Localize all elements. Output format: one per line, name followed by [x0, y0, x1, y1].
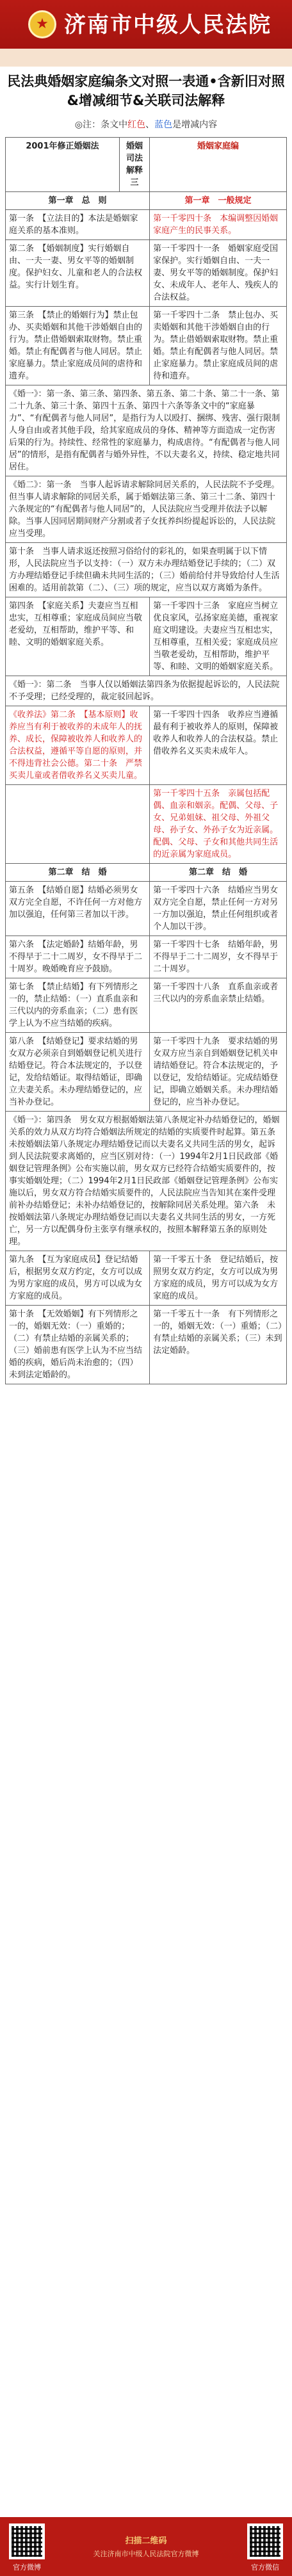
interpretation-row	[6, 1112, 287, 1251]
old-article: 第二条 【婚姻制度】实行婚姻自由、一夫一妻、男女平等的婚姻制度。保护妇女、儿童和老人的合法权益。实行计划生育。	[6, 240, 150, 307]
old-article: 第八条 【结婚登记】要求结婚的男女双方必须亲自到婚姻登记机关进行结婚登记。符合本法规定的，予以登记，发给结婚证。取得结婚证，即确立夫妻关系。未办理结婚登记的，应当补办登记。	[6, 1033, 150, 1112]
new-article: 第一千零四十四条 收养应当遵循最有利于被收养人的原则，保障被收养人和收养人的合法权益。禁止借收养名义买卖未成年人。	[150, 706, 287, 785]
new-article: 第一千零四十条 本编调整因婚姻家庭产生的民事关系。	[150, 210, 287, 240]
old-article: 《收养法》第二条 【基本原则】收养应当有利于被收养的未成年人的抚养、成长，保障被收养人和收养人的合法权益，遵循平等自愿的原则，并不得违背社会公德。第二十条 严禁买卖儿童或者借收养名义买卖儿童。	[6, 706, 150, 785]
wechat-qr-code[interactable]	[247, 2523, 283, 2559]
weibo-qr-code[interactable]	[9, 2523, 45, 2559]
chapter-new: 第一章 一般规定	[150, 192, 287, 210]
wechat-label: 官方微信	[251, 2563, 279, 2572]
old-article: 第十条 【无效婚姻】有下列情形之一的，婚姻无效：（一）重婚的；（二）有禁止结婚的亲属关系的；（三）婚前患有医学上认为不应当结婚的疾病，婚后尚未治愈的；（四）未到法定婚龄的。	[6, 1306, 150, 1384]
new-article: 第一千零四十六条 结婚应当男女双方完全自愿，禁止任何一方对另一方加以强迫，禁止任何组织或者个人加以干涉。	[150, 882, 287, 936]
court-emblem-icon: ★	[28, 10, 56, 38]
new-article: 第一千零五十一条 有下列情形之一的，婚姻无效：（一）重婚；（二）有禁止结婚的亲属关系；（三）未到法定婚龄。	[150, 1306, 287, 1384]
chapter-old: 第二章 结 婚	[6, 864, 150, 882]
interpretation-text: 第十条 当事人请求返还按照习俗给付的彩礼的，如果查明属于以下情形，人民法院应当予以支持：（一）双方未办理结婚登记手续的；（二）双方办理结婚登记手续但确未共同生活的；（三）婚前给付并导致给付人生活困难的。适用前款第（二）、（三）项的规定，应当以双方离婚为条件。	[6, 543, 287, 597]
chapter-row	[6, 864, 287, 882]
table-row	[6, 1251, 287, 1306]
legend-blue: 蓝色	[154, 120, 173, 130]
table-row	[6, 597, 287, 676]
interpretation-text: 《婚一》：第四条 男女双方根据婚姻法第八条规定补办结婚登记的，婚姻关系的效力从双方均符合婚姻法所规定的结婚的实质要件时起算。第五条 未按婚姻法第八条规定办理结婚登记而以夫妻名义共同生活的男女，起诉到人民法院要求离婚的，应当区别对待：（一）1994年2月1日民政部《婚姻登记管理条例》公布实施以前，男女双方已经符合结婚实质要件的，按事实婚姻处理；（二）1994年2月1日民政部《婚姻登记管理条例》公布实施以后，男女双方符合结婚实质要件的，人民法院应当告知其在案件受理前补办结婚登记；未补办结婚登记的，按解除同居关系处理。第六条 未按婚姻法第八条规定办理结婚登记而以夫妻名义共同生活的男女，一方死亡，另一方以配偶身份主张享有继承权的，按照本解释第五条的原则处理。	[6, 1112, 287, 1251]
interpretation-text: 《婚一》：第二条 当事人仅以婚姻法第四条为依据提起诉讼的，人民法院不予受理；已经受理的，裁定驳回起诉。	[6, 676, 287, 706]
legend-suffix: 是增减内容	[172, 120, 218, 130]
table-row	[6, 307, 287, 385]
interpretation-text: 《婚一》：第一条、第三条、第四条、第五条、第二十条、第二十一条、第二十九条、第三十条、第四十五条、第四十六条等条文中的“家庭暴力”、“有配偶者与他人同居”，是指行为人以殴打、捆绑、残害、强行限制人身自由或者其他手段，给其家庭成员的身体、精神等方面造成一定伤害后果的行为。持续性、经常性的家庭暴力，构成虐待。“有配偶者与他人同居”的情形，是指有配偶者与婚外异性，不以夫妻名义，持续、稳定地共同居住。	[6, 385, 287, 476]
header-new-code: 婚姻家庭编	[150, 138, 287, 192]
weibo-label: 官方微博	[13, 2563, 41, 2572]
table-row	[6, 210, 287, 240]
table-row	[6, 240, 287, 307]
interpretation-row	[6, 476, 287, 543]
old-article	[6, 785, 150, 864]
old-article: 第九条 【互为家庭成员】登记结婚后，根据男女双方约定，女方可以成为男方家庭的成员，男方可以成为女方家庭的成员。	[6, 1251, 150, 1306]
header-interpretation: 婚姻司法解释三	[119, 138, 149, 192]
chapter-new: 第二章 结 婚	[150, 864, 287, 882]
interpretation-row	[6, 543, 287, 597]
table-row	[6, 1033, 287, 1112]
banner-strip	[0, 49, 292, 67]
new-article: 第一千零四十二条 禁止包办、买卖婚姻和其他干涉婚姻自由的行为。禁止借婚姻索取财物。禁止重婚。禁止有配偶者与他人同居。禁止家庭暴力。禁止家庭成员间的虐待和遗弃。	[150, 307, 287, 385]
table-row	[6, 785, 287, 864]
table-row	[6, 1306, 287, 1384]
new-article: 第一千零四十五条 亲属包括配偶、血亲和姻亲。配偶、父母、子女、兄弟姐妹、祖父母、外祖父母、孙子女、外孙子女为近亲属。配偶、父母、子女和其他共同生活的近亲属为家庭成员。	[150, 785, 287, 864]
old-article: 第一条 【立法目的】本法是婚姻家庭关系的基本准则。	[6, 210, 150, 240]
old-article: 第三条 【禁止的婚姻行为】禁止包办、买卖婚姻和其他干涉婚姻自由的行为。禁止借婚姻索取财物。禁止重婚。禁止有配偶者与他人同居。禁止家庭暴力。禁止家庭成员间的虐待和遗弃。	[6, 307, 150, 385]
table-row	[6, 706, 287, 785]
header-old-law: 2001年修正婚姻法	[6, 138, 120, 192]
color-legend-note	[0, 118, 292, 131]
new-article: 第一千零四十九条 要求结婚的男女双方应当亲自到婚姻登记机关申请结婚登记。符合本法规定的，予以登记，发给结婚证。完成结婚登记，即确立婚姻关系。未办理结婚登记的，应当补办登记。	[150, 1033, 287, 1112]
document-title: 民法典婚姻家庭编条文对照一表通•含新旧对照&增减细节&关联司法解释	[7, 74, 285, 108]
old-article: 第七条 【禁止结婚】有下列情形之一的，禁止结婚：（一）直系血亲和三代以内的旁系血亲；（二）患有医学上认为不应当结婚的疾病。	[6, 978, 150, 1033]
old-article: 第四条 【家庭关系】夫妻应当互相忠实，互相尊重；家庭成员间应当敬老爱幼，互相帮助，维护平等、和睦、文明的婚姻家庭关系。	[6, 597, 150, 676]
table-header-row	[6, 138, 287, 192]
interpretation-row	[6, 385, 287, 476]
footer-center	[77, 2534, 215, 2559]
old-article: 第六条 【法定婚龄】结婚年龄，男不得早于二十二周岁，女不得早于二十周岁。晚婚晚育应予鼓励。	[6, 936, 150, 978]
comparison-table	[5, 137, 287, 1384]
old-article: 第五条 【结婚自愿】结婚必须男女双方完全自愿，不许任何一方对他方加以强迫，任何第三者加以干涉。	[6, 882, 150, 936]
new-article: 第一千零四十一条 婚姻家庭受国家保护。实行婚姻自由、一夫一妻、男女平等的婚姻制度。保护妇女、未成年人、老年人、残疾人的合法权益。	[150, 240, 287, 307]
court-banner	[0, 0, 292, 67]
scan-qr-text: 扫描二维码	[125, 2536, 167, 2546]
table-row	[6, 978, 287, 1033]
new-article: 第一千零四十八条 直系血亲或者三代以内的旁系血亲禁止结婚。	[150, 978, 287, 1033]
new-article: 第一千零四十七条 结婚年龄，男不得早于二十二周岁，女不得早于二十周岁。	[150, 936, 287, 978]
legend-red: 红色	[127, 120, 146, 130]
footer	[0, 2517, 292, 2576]
table-row	[6, 936, 287, 978]
follow-text: 关注济南市中级人民法院官方微博	[93, 2550, 199, 2558]
new-article: 第一千零四十三条 家庭应当树立优良家风，弘扬家庭美德，重视家庭文明建设。夫妻应当互相忠实，互相尊重，互相关爱；家庭成员应当敬老爱幼，互相帮助，维护平等、和睦、文明的婚姻家庭关系。	[150, 597, 287, 676]
interpretation-row	[6, 676, 287, 706]
table-row	[6, 882, 287, 936]
chapter-old: 第一章 总 则	[6, 192, 150, 210]
court-name: 济南市中级人民法院	[64, 12, 272, 38]
legend-sep: 、	[145, 120, 155, 130]
new-article: 第一千零五十条 登记结婚后，按照男女双方约定，女方可以成为男方家庭的成员，男方可以成为女方家庭的成员。	[150, 1251, 287, 1306]
legend-prefix: ◎注：条文中	[74, 120, 128, 130]
chapter-row	[6, 192, 287, 210]
interpretation-text: 《婚二》：第一条 当事人起诉请求解除同居关系的，人民法院不予受理。但当事人请求解除的同居关系，属于婚姻法第三条、第三十二条、第四十六条规定的“有配偶者与他人同居”的，人民法院应当受理并依法予以解除。当事人因同居期间财产分割或者子女抚养纠纷提起诉讼的，人民法院应当受理。	[6, 476, 287, 543]
